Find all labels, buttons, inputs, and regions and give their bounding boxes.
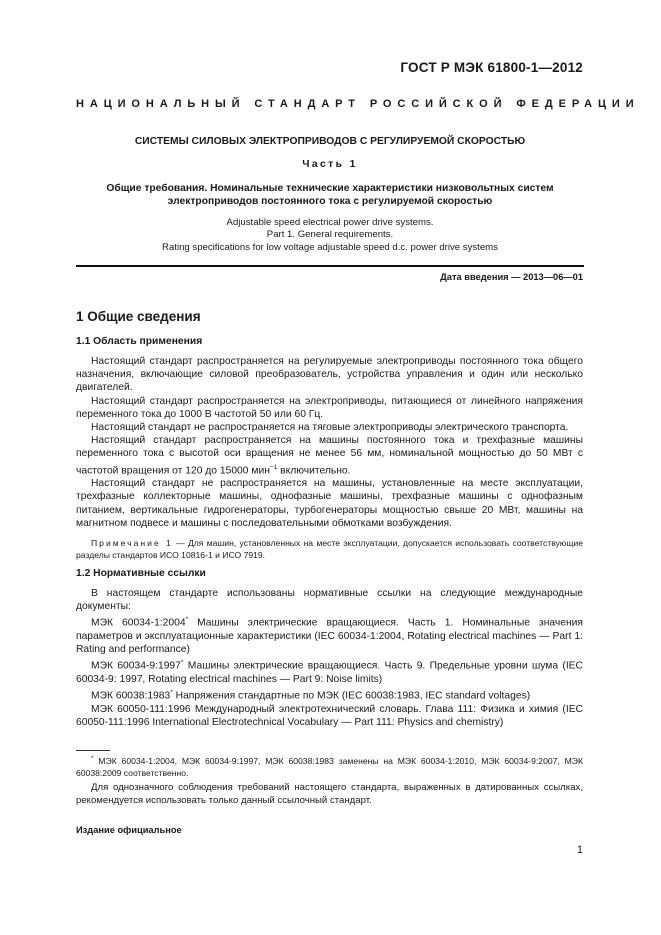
subsection-heading-references: 1.2 Нормативные ссылки [76,568,206,579]
divider [76,265,584,267]
paragraph: Настоящий стандарт распространяется на электроприводы, питающиеся от линейного напряжения переменного тока до 1000 В частотой 50 или 60 Гц. [76,395,583,420]
note-label: Примечание 1 [91,538,173,548]
note [76,537,583,561]
scope-text [76,355,583,530]
document-subtitle [76,182,584,208]
section-heading: 1 Общие сведения [76,309,201,324]
references-text [76,587,583,729]
reference-item: МЭК 60034-9:1997* Машины электрические вращающиеся. Часть 9. Предельные уровни шума (IEC 60034-9: 1997, Rotating electrical machines — Part 9: Noise limits) [76,659,583,686]
subtitle-line-1: Общие требования. Номинальные технические характеристики низковольтных систем [106,183,554,194]
reference-item: МЭК 60038:1983* Напряжения стандартные по МЭК (IEC 60038:1983, IEC standard voltages) [91,689,531,702]
document-title: СИСТЕМЫ СИЛОВЫХ ЭЛЕКТРОПРИВОДОВ С РЕГУЛИРУЕМОЙ СКОРОСТЬЮ [134,136,526,147]
official-edition-label: Издание официальное [76,825,182,835]
paragraph: Настоящий стандарт распространяется на машины постоянного тока и трехфазные машины переменного тока с высотой оси вращения не менее 56 мм, номинальной мощностью до 50 МВт с частотой вращения от 120 до 15000 мин$^{-1}$ включительно. [76,435,583,477]
footnote: * МЭК 60034-1:2004, МЭК 60034-9:1997, МЭК 60038:1983 заменены на МЭК 60034-1:2010, МЭК 60034-9:2007, МЭК 60038:2009 соответственно. [76,755,583,778]
paragraph: Настоящий стандарт распространяется на регулируемые электроприводы постоянного тока общего назначения, включающие силовой преобразователь, устройства управления и один или несколько двигателей. [76,356,583,394]
page-number: 1 [576,844,583,856]
note-text: — Для машин, установленных на месте эксплуатации, допускается использовать соответствующие разделы стандартов ИСО 10816-1 и ИСО 7919. [76,538,583,560]
english-title-line-3: Rating specifications for low voltage adjustable speed d.c. power drive systems [162,241,498,253]
reference-item: МЭК 60034-1:2004* Машины электрические вращающиеся. Часть 1. Номинальные значения параметров и эксплуатационные характеристики (IEC 60034-1:2004, Rotating electrical machines — Part 1: Rating and performance) [76,616,583,656]
english-title-line-2: Part 1. General requirements. [266,229,394,241]
paragraph: Настоящий стандарт не распространяется на тяговые электроприводы электрического транспорта. [91,422,569,434]
reference-item: МЭК 60050-111:1996 Международный электротехнический словарь. Глава 111: Физика и химия (IEC 60050-111:1996 International Electrotechnical Vocabulary — Part 111: Physics and chemistry) [76,703,583,729]
subtitle-line-2: электроприводов постоянного тока с регулируемой скоростью [167,196,493,207]
english-title-line-1: Adjustable speed electrical power drive systems. [226,217,434,228]
english-title [76,217,584,254]
part-label: Часть 1 [302,159,358,170]
document-code: ГОСТ Р МЭК 61800-1—2012 [400,60,583,75]
footnote-paragraph: Для однозначного соблюдения требований настоящего стандарта, выраженных в датированных ссылках, рекомендуется использовать только данный ссылочный стандарт. [76,782,583,806]
paragraph: Настоящий стандарт не распространяется на машины, установленные на месте эксплуатации, трехфазные коллекторные машины, однофазные машины, трехфазные машины с однофазным питанием, вертикальные гидрогенераторы, турбогенераторы мощностью свыше 20 МВт, машины на магнитном подвесе и машины с последовательными обмотками возбуждения. [76,478,583,529]
national-standard-banner: НАЦИОНАЛЬНЫЙ СТАНДАРТ РОССИЙСКОЙ ФЕДЕРАЦИИ [76,98,640,110]
footnote-divider [76,750,110,751]
effective-date: Дата введения — 2013—06—01 [440,272,583,282]
paragraph: В настоящем стандарте использованы нормативные ссылки на следующие международные документы: [76,588,583,613]
subsection-heading-scope: 1.1 Область применения [76,336,203,347]
